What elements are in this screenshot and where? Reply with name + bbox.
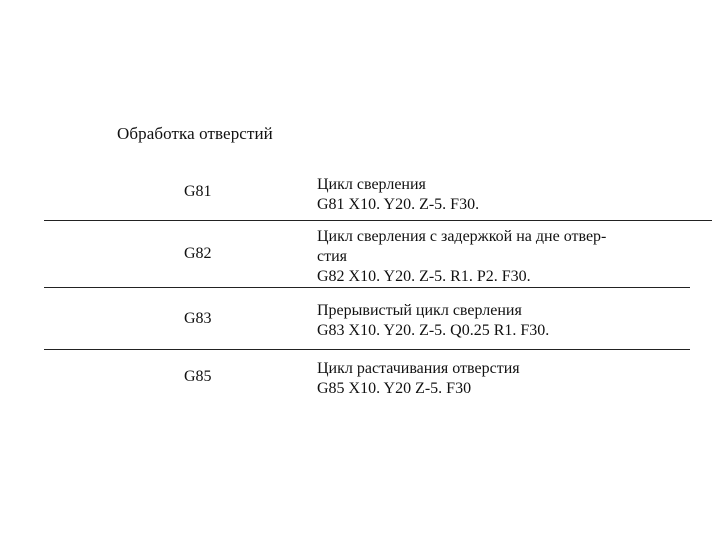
row-description-g81	[317, 175, 697, 215]
section-title: Обработка отверстий	[117, 124, 273, 143]
description-line: Цикл сверления с задержкой на дне отвер-	[317, 228, 607, 245]
description-line: Цикл сверления	[317, 176, 426, 193]
row-code-g83: G83	[184, 310, 212, 327]
row-divider	[44, 349, 690, 350]
description-line: G82 X10. Y20. Z-5. R1. P2. F30.	[317, 268, 531, 285]
row-description-g83	[317, 301, 697, 341]
row-divider	[44, 287, 690, 288]
row-code-g85: G85	[184, 368, 212, 385]
description-line: Цикл растачивания отверстия	[317, 360, 520, 377]
row-description-g82	[317, 227, 697, 287]
description-line: G81 X10. Y20. Z-5. F30.	[317, 196, 480, 213]
row-description-g85	[317, 359, 697, 399]
description-line: стия	[317, 248, 348, 265]
row-code-g81: G81	[184, 183, 212, 200]
description-line: G85 X10. Y20 Z-5. F30	[317, 380, 472, 397]
row-divider	[44, 220, 712, 221]
row-code-g82: G82	[184, 245, 212, 262]
description-line: G83 X10. Y20. Z-5. Q0.25 R1. F30.	[317, 322, 550, 339]
description-line: Прерывистый цикл сверления	[317, 302, 522, 319]
